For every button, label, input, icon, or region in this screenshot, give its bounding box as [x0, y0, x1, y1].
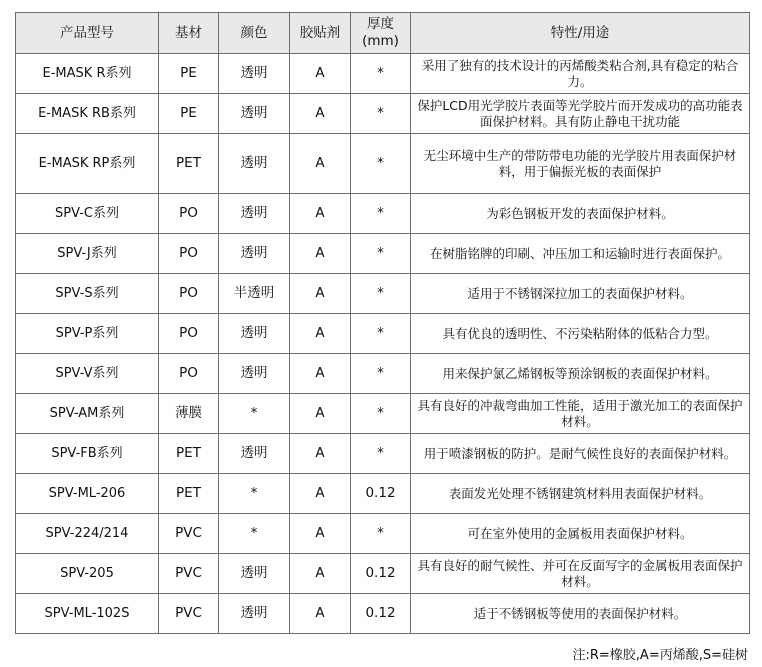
cell-thickness: 0.12 [351, 594, 411, 634]
cell-color: 透明 [219, 434, 290, 474]
cell-substrate: 薄膜 [159, 394, 219, 434]
cell-adhesive: A [290, 554, 351, 594]
table-row [16, 194, 750, 234]
table-row [16, 314, 750, 354]
cell-adhesive: A [290, 134, 351, 194]
cell-color: 半透明 [219, 274, 290, 314]
cell-color: 透明 [219, 54, 290, 94]
cell-adhesive: A [290, 94, 351, 134]
cell-thickness: * [351, 134, 411, 194]
cell-substrate: PET [159, 134, 219, 194]
cell-thickness: * [351, 234, 411, 274]
cell-substrate: PE [159, 54, 219, 94]
table-row [16, 94, 750, 134]
cell-color: * [219, 394, 290, 434]
header-row [16, 13, 750, 54]
product-spec-table [15, 12, 750, 634]
cell-feature: 在树脂铭牌的印刷、冲压加工和运输时进行表面保护。 [411, 234, 750, 274]
cell-model: SPV-FB系列 [16, 434, 159, 474]
cell-feature: 用于喷漆钢板的防护。是耐气候性良好的表面保护材料。 [411, 434, 750, 474]
cell-thickness: * [351, 354, 411, 394]
cell-adhesive: A [290, 274, 351, 314]
table-header [16, 13, 750, 54]
table-row [16, 594, 750, 634]
cell-model: SPV-V系列 [16, 354, 159, 394]
cell-adhesive: A [290, 434, 351, 474]
cell-model: SPV-224/214 [16, 514, 159, 554]
cell-substrate: PO [159, 354, 219, 394]
cell-substrate: PO [159, 194, 219, 234]
cell-feature: 用来保护氯乙烯钢板等预涂钢板的表面保护材料。 [411, 354, 750, 394]
cell-adhesive: A [290, 354, 351, 394]
cell-color: 透明 [219, 354, 290, 394]
cell-substrate: PO [159, 234, 219, 274]
header-thickness: 厚度(mm) [351, 13, 411, 54]
cell-substrate: PET [159, 474, 219, 514]
header-color: 颜色 [219, 13, 290, 54]
cell-feature: 适用于不锈钢深拉加工的表面保护材料。 [411, 274, 750, 314]
cell-substrate: PE [159, 94, 219, 134]
cell-adhesive: A [290, 594, 351, 634]
cell-color: 透明 [219, 594, 290, 634]
cell-feature: 适于不锈钢板等使用的表面保护材料。 [411, 594, 750, 634]
cell-substrate: PVC [159, 594, 219, 634]
cell-substrate: PO [159, 274, 219, 314]
cell-adhesive: A [290, 314, 351, 354]
cell-feature: 具有良好的耐气候性、并可在反面写字的金属板用表面保护材料。 [411, 554, 750, 594]
cell-thickness: * [351, 314, 411, 354]
table-row [16, 434, 750, 474]
header-model: 产品型号 [16, 13, 159, 54]
cell-color: 透明 [219, 234, 290, 274]
cell-adhesive: A [290, 194, 351, 234]
cell-model: E-MASK RP系列 [16, 134, 159, 194]
cell-adhesive: A [290, 514, 351, 554]
header-substrate: 基材 [159, 13, 219, 54]
cell-thickness: * [351, 54, 411, 94]
table-row [16, 54, 750, 94]
cell-color: * [219, 474, 290, 514]
table-row [16, 514, 750, 554]
cell-color: 透明 [219, 314, 290, 354]
cell-substrate: PET [159, 434, 219, 474]
cell-feature: 保护LCD用光学胶片表面等光学胶片而开发成功的高功能表面保护材料。具有防止静电干扰功能 [411, 94, 750, 134]
cell-adhesive: A [290, 474, 351, 514]
cell-substrate: PVC [159, 514, 219, 554]
cell-adhesive: A [290, 234, 351, 274]
cell-model: SPV-P系列 [16, 314, 159, 354]
cell-feature: 为彩色钢板开发的表面保护材料。 [411, 194, 750, 234]
cell-model: SPV-ML-206 [16, 474, 159, 514]
cell-color: 透明 [219, 194, 290, 234]
table-row [16, 474, 750, 514]
cell-substrate: PO [159, 314, 219, 354]
cell-model: SPV-205 [16, 554, 159, 594]
cell-color: * [219, 514, 290, 554]
header-adhesive: 胶贴剂 [290, 13, 351, 54]
cell-thickness: 0.12 [351, 474, 411, 514]
cell-feature: 无尘环境中生产的带防带电功能的光学胶片用表面保护材料，用于偏振光板的表面保护 [411, 134, 750, 194]
cell-adhesive: A [290, 54, 351, 94]
table-body [16, 54, 750, 634]
cell-color: 透明 [219, 554, 290, 594]
cell-feature: 采用了独有的技术设计的丙烯酸类粘合剂,具有稳定的粘合力。 [411, 54, 750, 94]
cell-model: E-MASK R系列 [16, 54, 159, 94]
cell-feature: 具有良好的冲裁弯曲加工性能，适用于激光加工的表面保护材料。 [411, 394, 750, 434]
cell-thickness: * [351, 394, 411, 434]
cell-feature: 可在室外使用的金属板用表面保护材料。 [411, 514, 750, 554]
header-feature: 特性/用途 [411, 13, 750, 54]
table-row [16, 554, 750, 594]
cell-thickness: * [351, 274, 411, 314]
table-row [16, 274, 750, 314]
cell-model: SPV-S系列 [16, 274, 159, 314]
table-row [16, 354, 750, 394]
table-row [16, 134, 750, 194]
cell-adhesive: A [290, 394, 351, 434]
table-row [16, 394, 750, 434]
cell-feature: 表面发光处理不锈钢建筑材料用表面保护材料。 [411, 474, 750, 514]
cell-thickness: * [351, 514, 411, 554]
cell-thickness: * [351, 434, 411, 474]
legend-note: 注:R=橡胶,A=丙烯酸,S=硅树 [572, 648, 748, 663]
cell-thickness: * [351, 194, 411, 234]
table-row [16, 234, 750, 274]
cell-thickness: * [351, 94, 411, 134]
cell-thickness: 0.12 [351, 554, 411, 594]
cell-model: SPV-C系列 [16, 194, 159, 234]
cell-color: 透明 [219, 134, 290, 194]
cell-model: SPV-J系列 [16, 234, 159, 274]
cell-feature: 具有优良的透明性、不污染粘附体的低粘合力型。 [411, 314, 750, 354]
cell-model: SPV-ML-102S [16, 594, 159, 634]
cell-substrate: PVC [159, 554, 219, 594]
cell-model: E-MASK RB系列 [16, 94, 159, 134]
cell-color: 透明 [219, 94, 290, 134]
cell-model: SPV-AM系列 [16, 394, 159, 434]
